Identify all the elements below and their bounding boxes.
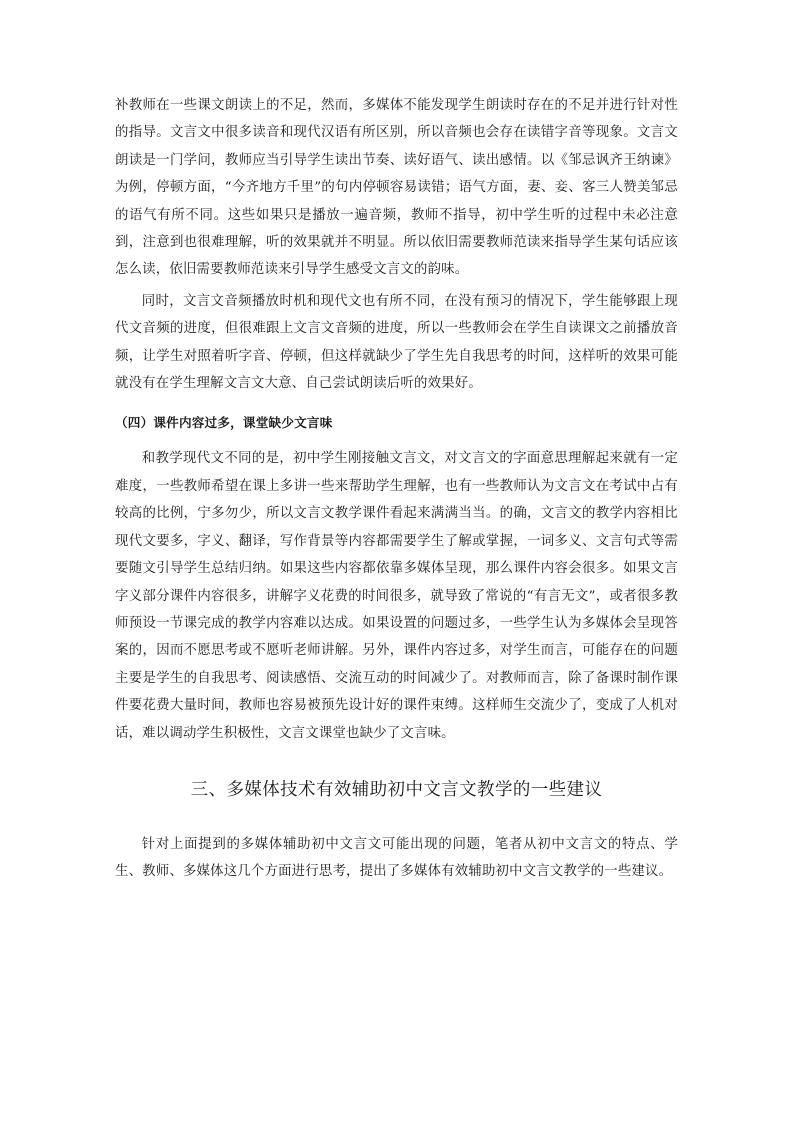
document-page	[115, 92, 678, 886]
subsection-heading: （四）课件内容过多，课堂缺少文言味	[115, 415, 333, 431]
body-paragraph-courseware: 和教学现代文不同的是，初中学生刚接触文言文，对文言文的字面意思理解起来就有一定难度，一些教师希望在课上多讲一些来帮助学生理解，也有一些教师认为文言文在考试中占有较高的比例，宁多勿少，所以文言文教学课件看起来满满当当。的确，文言文的教学内容相比现代文要多，字义、翻译，写作背景等内容都需要学生了解或掌握，一词多义、文言句式等需要随文引导学生总结归纳。如果这些内容都依靠多媒体呈现，那么课件内容会很多。如果文言字义部分课件内容很多，讲解字义花费的时间很多，就导致了常说的“有言无文”，或者很多教师预设一节课完成的教学内容难以达成。如果设置的问题过多，一些学生认为多媒体会呈现答案的，因而不愿思考或不愿听老师讲解。另外，课件内容过多，对学生而言，可能存在的问题主要是学生的自我思考、阅读感悟、交流互动的时间减少了。对教师而言，除了备课时制作课件要花费大量时间，教师也容易被预先设计好的课件束缚。这样师生交流少了，变成了人机对话，难以调动学生积极性，文言文课堂也缺少了文言味。	[115, 451, 678, 741]
section-heading: 三、多媒体技术有效辅助初中文言文教学的一些建议	[190, 779, 603, 800]
body-paragraph-audio-timing: 同时，文言文音频播放时机和现代文也有所不同，在没有预习的情况下，学生能够跟上现代文音频的进度，但很难跟上文言文音频的进度，所以一些教师会在学生自读课文之前播放音频，让学生对照着听字音、停顿，但这样就缺少了学生先自我思考的时间，这样听的效果可能就没有在学生理解文言文大意、自己尝试朗读后听的效果好。	[115, 293, 678, 392]
body-paragraph-continued: 补教师在一些课文朗读上的不足，然而，多媒体不能发现学生朗读时存在的不足并进行针对性的指导。文言文中很多读音和现代汉语有所区别，所以音频也会存在读错字音等现象。文言文朗读是一门学问，教师应当引导学生读出节奏、读好语气、读出感情。以《邹忌讽齐王纳谏》为例，停顿方面，“今齐地方千里”的句内停顿容易读错；语气方面，妻、妾、客三人赞美邹忌的语气有所不同。这些如果只是播放一遍音频，教师不指导，初中学生听的过程中未必注意到，注意到也很难理解，听的效果就并不明显。所以依旧需要教师范读来指导学生某句话应该怎么读，依旧需要教师范读来引导学生感受文言文的韵味。	[115, 98, 678, 278]
body-paragraph-suggestions-intro: 针对上面提到的多媒体辅助初中文言文可能出现的问题，笔者从初中文言文的特点、学生、教师、多媒体这几个方面进行思考，提出了多媒体有效辅助初中文言文教学的一些建议。	[115, 836, 678, 880]
